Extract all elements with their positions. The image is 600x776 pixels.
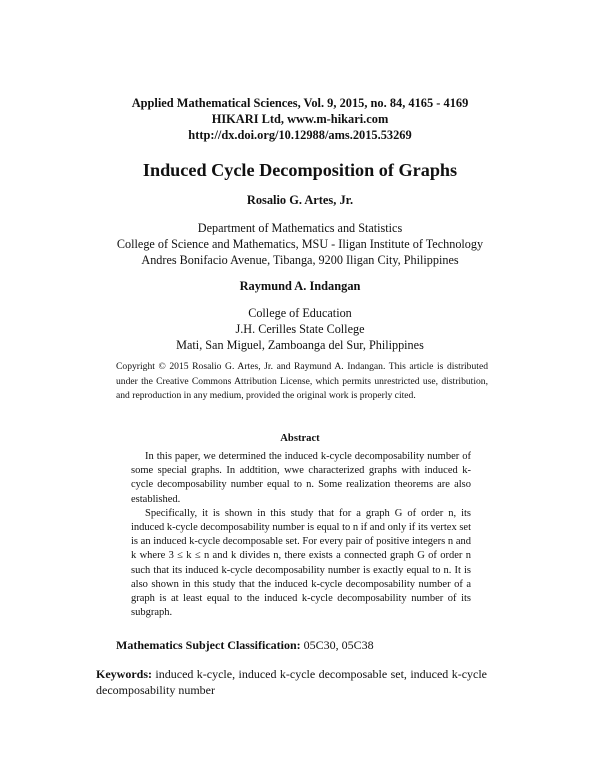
author-1-affiliation-line: Department of Mathematics and Statistics — [197, 221, 403, 235]
msc-value: 05C30, 05C38 — [303, 638, 374, 652]
author-2-name: Raymund A. Indangan — [239, 279, 361, 293]
copyright-notice: Copyright © 2015 Rosalio G. Artes, Jr. and Raymund A. Indangan. This article is distributed under the Creative Commons Attribution License, which permits unrestricted use, distribution, and reproduction in any medium, provided the original work is properly cited. — [116, 361, 488, 402]
doi-link[interactable]: http://dx.doi.org/10.12988/ams.2015.53269 — [188, 128, 412, 142]
abstract-heading: Abstract — [280, 433, 320, 444]
keywords-value: induced k-cycle, induced k-cycle decomposable set, induced k-cycle decomposability number — [96, 667, 488, 697]
author-1-affiliation-line: Andres Bonifacio Avenue, Tibanga, 9200 Iligan City, Philippines — [141, 253, 459, 267]
msc-line — [116, 638, 374, 653]
abstract-body — [131, 450, 471, 620]
journal-citation: Applied Mathematical Sciences, Vol. 9, 2015, no. 84, 4165 - 4169 — [131, 96, 469, 110]
author-2-affiliation-line: J.H. Cerilles State College — [235, 322, 365, 336]
keywords-label: Keywords: — [96, 667, 152, 681]
paper-title: Induced Cycle Decomposition of Graphs — [142, 160, 458, 180]
abstract-paragraph: Specifically, it is shown in this study that for a graph G of order n, its induced k-cycle decomposability number is equal to n if and only if its vertex set is an induced k-cycle decomposable set. For every pair of positive integers n and k where 3 ≤ k ≤ n and k divides n, there exists a connected graph G of order n such that its induced k-cycle decomposability number is exactly equal to n. It is also shown in this study that the induced k-cycle decomposability number of a graph is at least equal to the induced k-cycle decomposability number of its subgraph. — [131, 507, 471, 619]
author-1-affiliation-line: College of Science and Mathematics, MSU - Iligan Institute of Technology — [116, 237, 484, 251]
author-1-name: Rosalio G. Artes, Jr. — [246, 193, 354, 207]
publisher-line: HIKARI Ltd, www.m-hikari.com — [211, 112, 389, 126]
author-2-affiliation-line: College of Education — [248, 306, 352, 320]
abstract-paragraph: In this paper, we determined the induced k-cycle decomposability number of some special graphs. In addtition, wwe characterized graphs with induced k-cycle decomposability number equal to n. Some realization theorems are also established. — [131, 451, 471, 505]
msc-label: Mathematics Subject Classification: — [116, 638, 301, 652]
keywords-line — [96, 667, 487, 698]
author-2-affiliation-line: Mati, San Miguel, Zamboanga del Sur, Philippines — [176, 338, 424, 352]
